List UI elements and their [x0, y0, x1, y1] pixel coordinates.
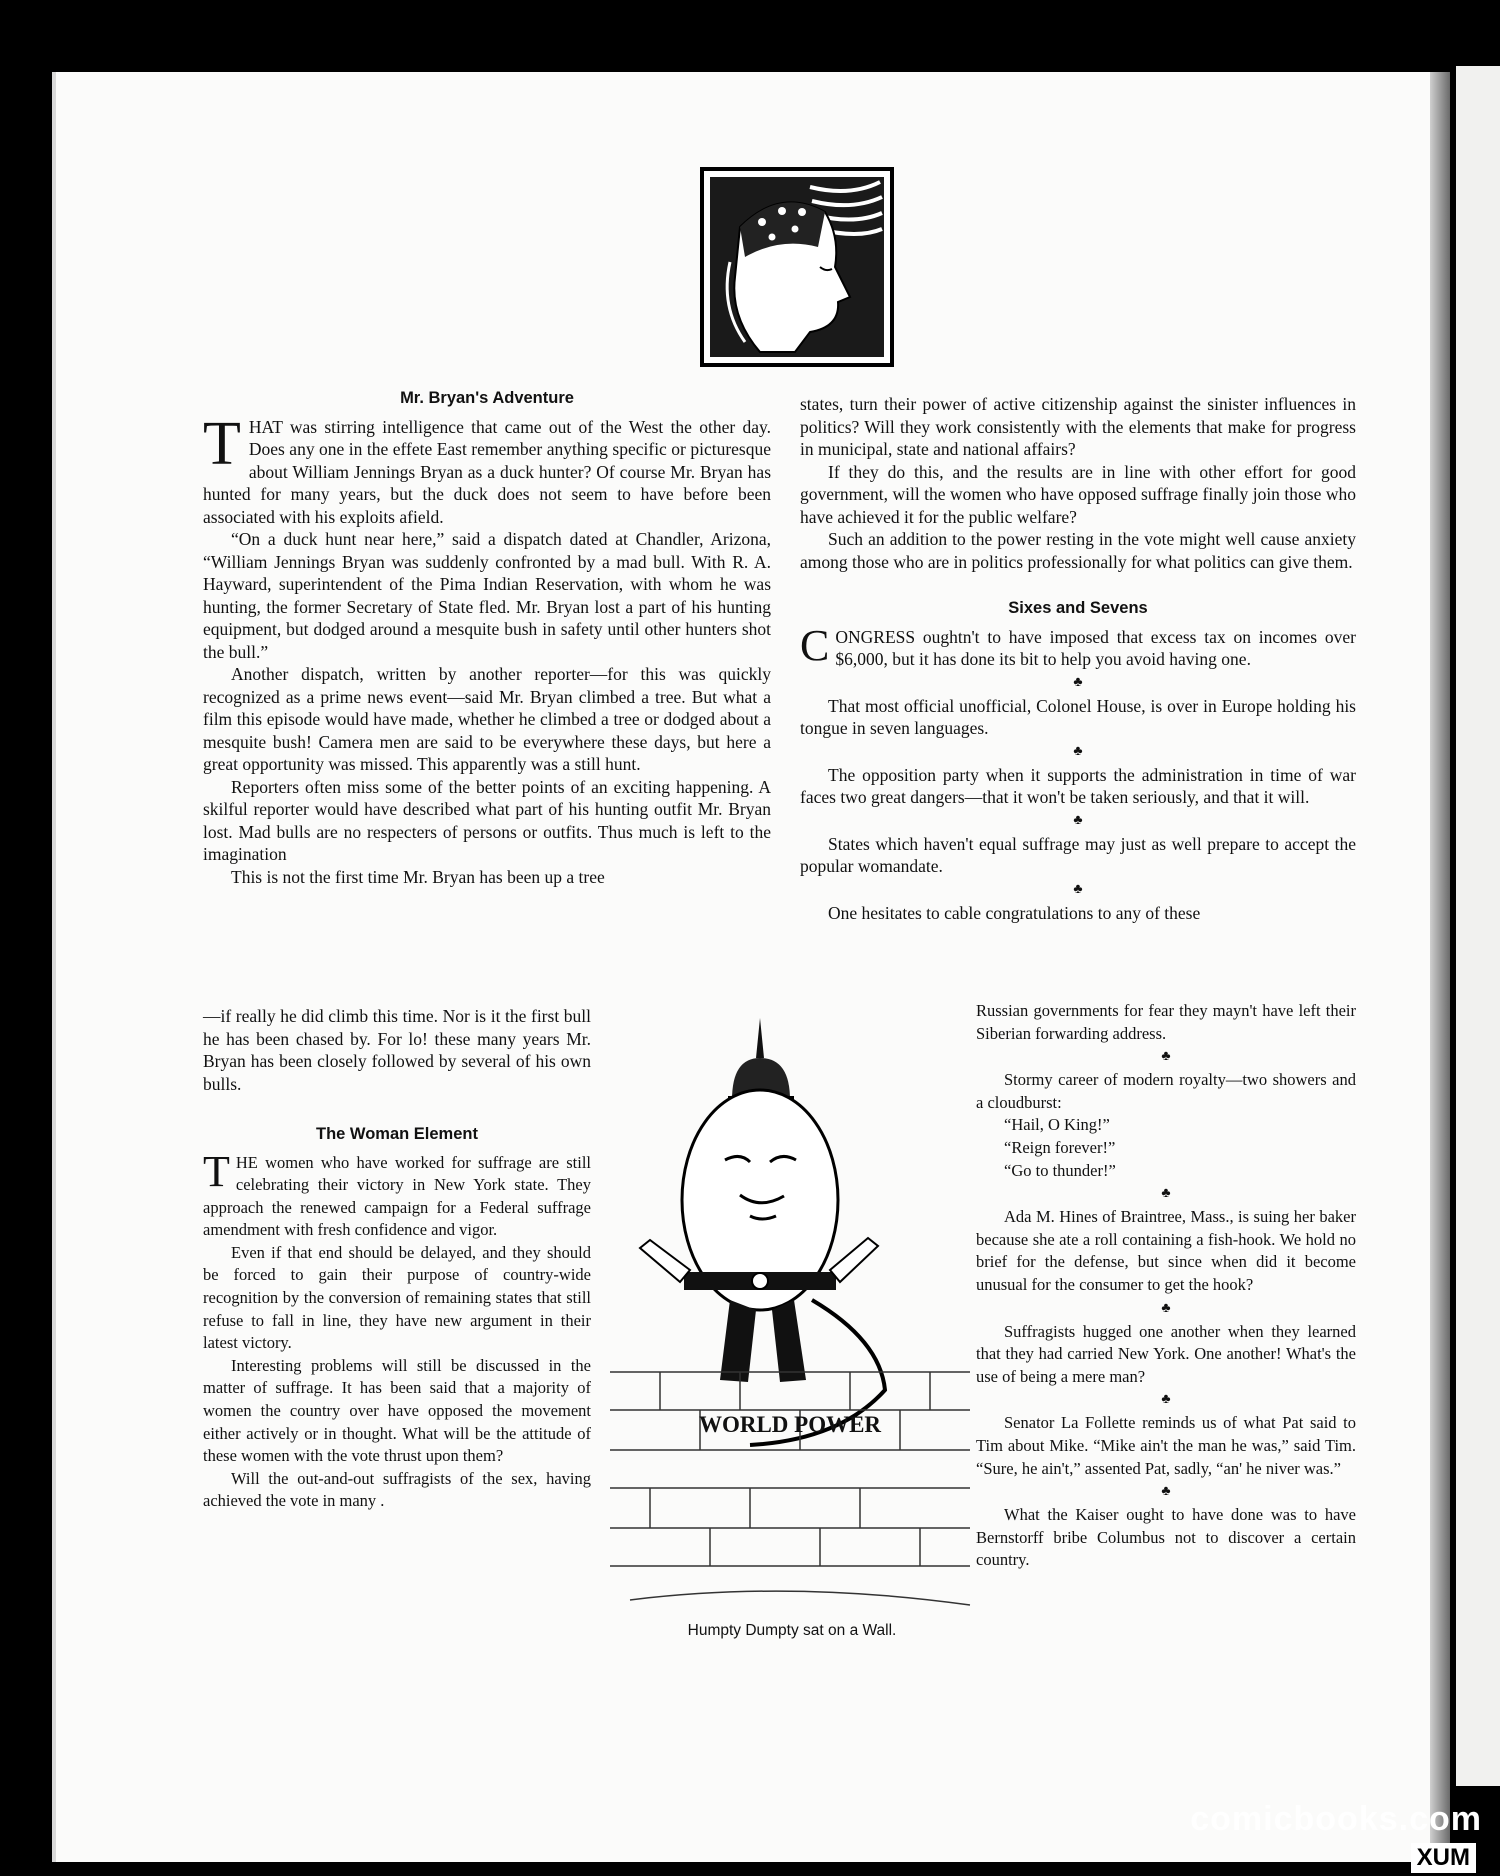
paragraph: Stormy career of modern royalty—two showers and a cloudburst: — [976, 1070, 1356, 1112]
paragraph: Ada M. Hines of Braintree, Mass., is suing her baker because she ate a roll containing a fish-hook. We hold no brief for the defense, but since when did it become unusual for the consumer to get the hook? — [976, 1207, 1356, 1294]
paragraph: CONGRESS oughtn't to have imposed that excess tax on incomes over $6,000, but it has done its bit to help you avoid having one. — [800, 620, 1356, 670]
paragraph: THE women who have worked for suffrage are still celebrating their victory in New York state. They approach the renewed campaign for a Federal suffrage amendment with fresh confidence and vigor. — [203, 1146, 591, 1240]
humpty-dumpty-cartoon — [600, 1010, 980, 1615]
club-separator-icon: ♣ — [1073, 881, 1083, 897]
quote-line: “Hail, O King!” — [1004, 1115, 1110, 1135]
paragraph: Interesting problems will still be discussed in the matter of suffrage. It has been said that a majority of women the country over have opposed the movement either actively or in thought. What will be the attitude of these women with the vote thrust upon them? — [203, 1355, 591, 1466]
facing-page-edge — [1456, 66, 1500, 1786]
quote-line: “Go to thunder!” — [1004, 1160, 1116, 1180]
paragraph: Suffragists hugged one another when they learned that they had carried New York. One another! What's the use of being a mere man? — [976, 1321, 1356, 1386]
quote-line: “Reign forever!” — [1004, 1137, 1116, 1157]
paragraph: Such an addition to the power resting in the vote might well cause anxiety among those who are in politics professionally for what politics can give them. — [800, 529, 1356, 572]
club-separator-icon: ♣ — [1161, 1300, 1171, 1316]
heading-sixes-sevens: Sixes and Sevens — [1008, 599, 1148, 617]
paragraph: “On a duck hunt near here,” said a dispatch dated at Chandler, Arizona, “William Jennings Bryan was suddenly confronted by a mad bull. With R. A. Hayward, superintendent of the Pima Indian Reservation, with whom he was hunting, the former Secretary of State fled. Mr. Bryan lost a part of his hunting equipment, but dodged around a mesquite bush in safety until other hunters shot the bull.” — [203, 529, 771, 662]
left-column — [203, 387, 771, 888]
paragraph: States which haven't equal suffrage may just as well prepare to accept the popular womandate. — [800, 833, 1356, 876]
club-separator-icon: ♣ — [1073, 743, 1083, 759]
right-column — [800, 393, 1356, 924]
site-watermark: comicbooks.com — [1190, 1800, 1482, 1838]
paragraph: THAT was stirring intelligence that came out of the West the other day. Does any one in the effete East remember anything specific or picturesque about William Jennings Bryan as a duck hunter? Of course Mr. Bryan has hunted for many years, but the duck does not seem to have before been associated with his exploits afield. — [203, 409, 771, 527]
paragraph: This is not the first time Mr. Bryan has been up a tree — [231, 866, 605, 887]
paragraph: states, turn their power of active citizenship against the sinister influences in politics? Will they work consistently with the elements that make for progress in municipal, state and national affairs? — [800, 394, 1356, 459]
club-separator-icon: ♣ — [1161, 1049, 1171, 1065]
paragraph: Will the out-and-out suffragists of the sex, having achieved the vote in many . — [203, 1468, 591, 1511]
club-separator-icon: ♣ — [1073, 674, 1083, 690]
left-column-narrow-top — [203, 1005, 591, 1513]
paragraph: Even if that end should be delayed, and they should be forced to gain their purpose of country-wide recognition by the conversion of remaining states that still refuse to fall in line, they have new argument in their latest victory. — [203, 1242, 591, 1353]
paragraph: —if really he did climb this time. Nor is it the first bull he has been chased by. For lo! these many years Mr. Bryan has been closely followed by several of his own bulls. — [203, 1006, 591, 1094]
paragraph: One hesitates to cable congratulations to any of these — [828, 902, 1201, 923]
paragraph: Senator La Follette reminds us of what Pat said to Tim about Mike. “Mike ain't the man he was,” said Tim. “Sure, he ain't,” assented Pat, sadly, “an' he niver was.” — [976, 1413, 1356, 1478]
paragraph: That most official unofficial, Colonel House, is over in Europe holding his tongue in seven languages. — [800, 695, 1356, 738]
drop-cap: T — [203, 409, 241, 478]
paragraph: What the Kaiser ought to have done was to have Bernstorff bribe Columbus not to discover a certain country. — [976, 1505, 1356, 1570]
drop-cap: C — [800, 620, 830, 670]
club-separator-icon: ♣ — [1161, 1186, 1171, 1202]
page-binding-shadow — [1430, 72, 1450, 1862]
paragraph: Another dispatch, written by another reporter—for this was quickly recognized as a prime news event—said Mr. Bryan climbed a tree. But what a film this episode would have made, whether he climbed a tree or dodged about a mesquite bush! Camera men are said to be everywhere these days, but here a great opportunity was missed. This apparently was a still hunt. — [203, 664, 771, 774]
club-separator-icon: ♣ — [1073, 812, 1083, 828]
heading-bryan-adventure: Mr. Bryan's Adventure — [400, 389, 574, 407]
right-column-narrow — [976, 1000, 1356, 1572]
paragraph: Reporters often miss some of the better points of an exciting happening. A skilful reporter would have described what part of his hunting outfit Mr. Bryan lost. Mad bulls are no respecters of persons or outfits. Thus much is left to the imagination — [203, 776, 771, 864]
world-power-banner: WORLD POWER — [698, 1412, 882, 1437]
paragraph: The opposition party when it supports the administration in time of war faces two great dangers—that it won't be taken seriously, and that it will. — [800, 764, 1356, 807]
scan-tag: XUM — [1411, 1843, 1476, 1873]
drop-cap: T — [203, 1146, 230, 1196]
liberty-head-illustration — [700, 167, 894, 367]
club-separator-icon: ♣ — [1161, 1392, 1171, 1408]
club-separator-icon: ♣ — [1161, 1484, 1171, 1500]
cartoon-caption: Humpty Dumpty sat on a Wall. — [687, 1622, 897, 1639]
heading-woman-element: The Woman Element — [316, 1125, 478, 1143]
paragraph: If they do this, and the results are in line with other effort for good government, will the women who have opposed suffrage finally join those who have achieved it for the public welfare? — [800, 461, 1356, 527]
paragraph: Russian governments for fear they mayn't have left their Siberian forwarding address. — [976, 1001, 1356, 1043]
scan-gutter — [52, 72, 56, 1862]
